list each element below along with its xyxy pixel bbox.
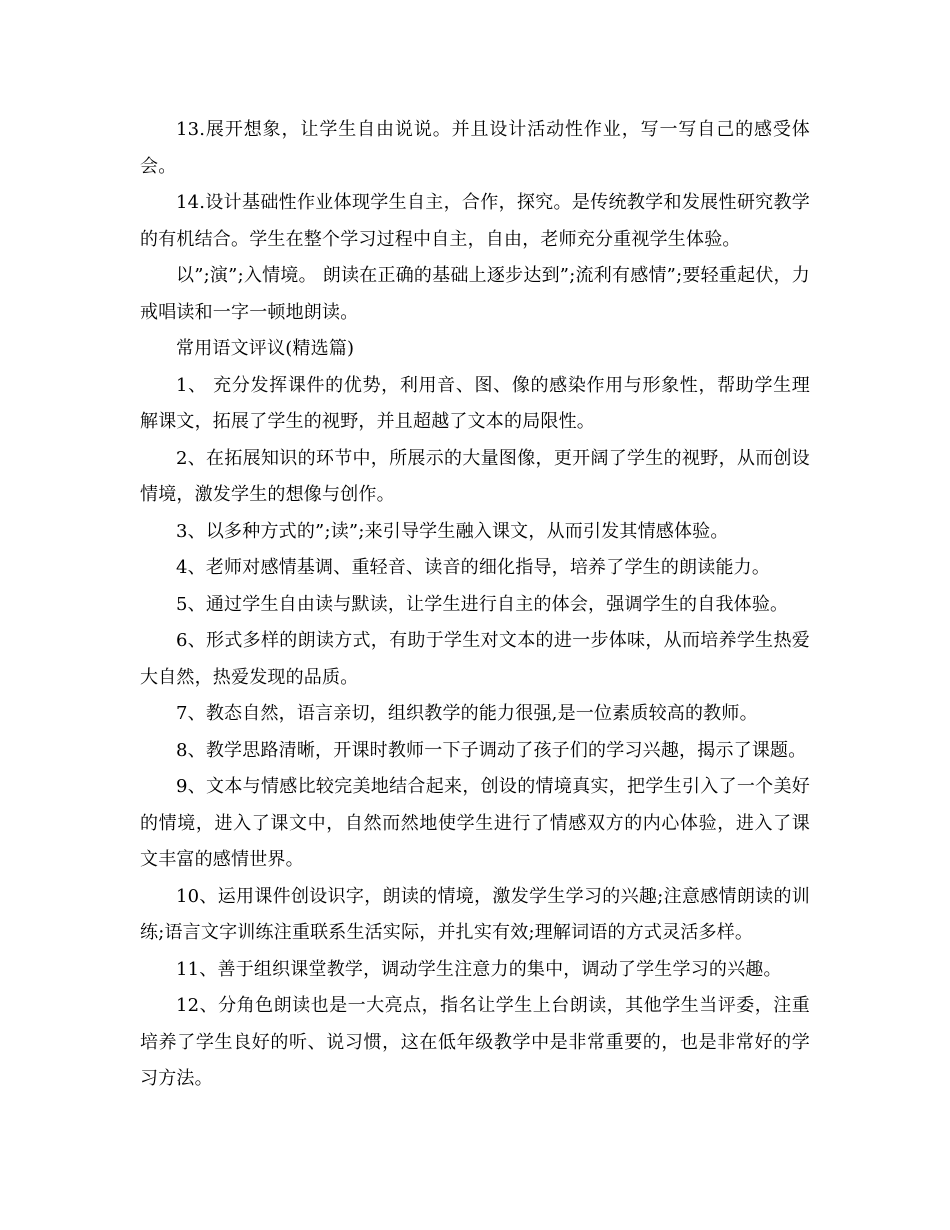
paragraph-14: 14.设计基础性作业体现学生自主，合作，探究。是传统教学和发展性研究教学的有机结合。学生在整个学习过程中自主，自由，老师充分重视学生体验。 [140, 192, 810, 250]
comment-10: 10、运用课件创设识字，朗读的情境，激发学生学习的兴趣;注意感情朗读的训练;语言文字训练注重联系生活实际，并扎实有效;理解词语的方式灵活多样。 [140, 885, 810, 943]
comment-3: 3、以多种方式的”;读”;来引导学生融入课文，从而引发其情感体验。 [176, 520, 729, 542]
comment-11: 11、善于组织课堂教学，调动学生注意力的集中，调动了学生学习的兴趣。 [176, 958, 782, 980]
comment-2: 2、在拓展知识的环节中，所展示的大量图像，更开阔了学生的视野，从而创设情境，激发学生的想像与创作。 [140, 447, 810, 505]
section-heading: 常用语文评议(精选篇) [176, 338, 355, 359]
comment-8: 8、教学思路清晰，开课时教师一下子调动了孩子们的学习兴趣，揭示了课题。 [176, 739, 807, 761]
comment-6: 6、形式多样的朗读方式，有助于学生对文本的进一步体味，从而培养学生热爱大自然，热爱发现的品质。 [140, 630, 810, 688]
document-body [140, 112, 810, 1098]
comment-5: 5、通过学生自由读与默读，让学生进行自主的体会，强调学生的自我体验。 [176, 593, 789, 615]
comment-7: 7、教态自然，语言亲切，组织教学的能力很强,是一位素质较高的教师。 [176, 703, 758, 724]
comment-12: 12、分角色朗读也是一大亮点，指名让学生上台朗读，其他学生当评委，注重培养了学生良好的听、说习惯，这在低年级教学中是非常重要的，也是非常好的学习方法。 [140, 995, 810, 1089]
comment-9: 9、文本与情感比较完美地结合起来，创设的情境真实，把学生引入了一个美好的情境，进入了课文中，自然而然地使学生进行了情感双方的内心体验，进入了课文丰富的感情世界。 [140, 776, 810, 870]
paragraph-13: 13.展开想象，让学生自由说说。并且设计活动性作业，写一写自己的感受体会。 [140, 119, 810, 177]
comment-1: 1、 充分发挥课件的优势，利用音、图、像的感染作用与形象性，帮助学生理解课文，拓展了学生的视野，并且超越了文本的局限性。 [140, 374, 810, 432]
comment-4: 4、老师对感情基调、重轻音、读音的细化指导，培养了学生的朗读能力。 [176, 557, 771, 578]
paragraph-reading-tips: 以”;演”;入情境。 朗读在正确的基础上逐步达到”;流利有感情”;要轻重起伏，力戒唱读和一字一顿地朗读。 [140, 265, 810, 323]
